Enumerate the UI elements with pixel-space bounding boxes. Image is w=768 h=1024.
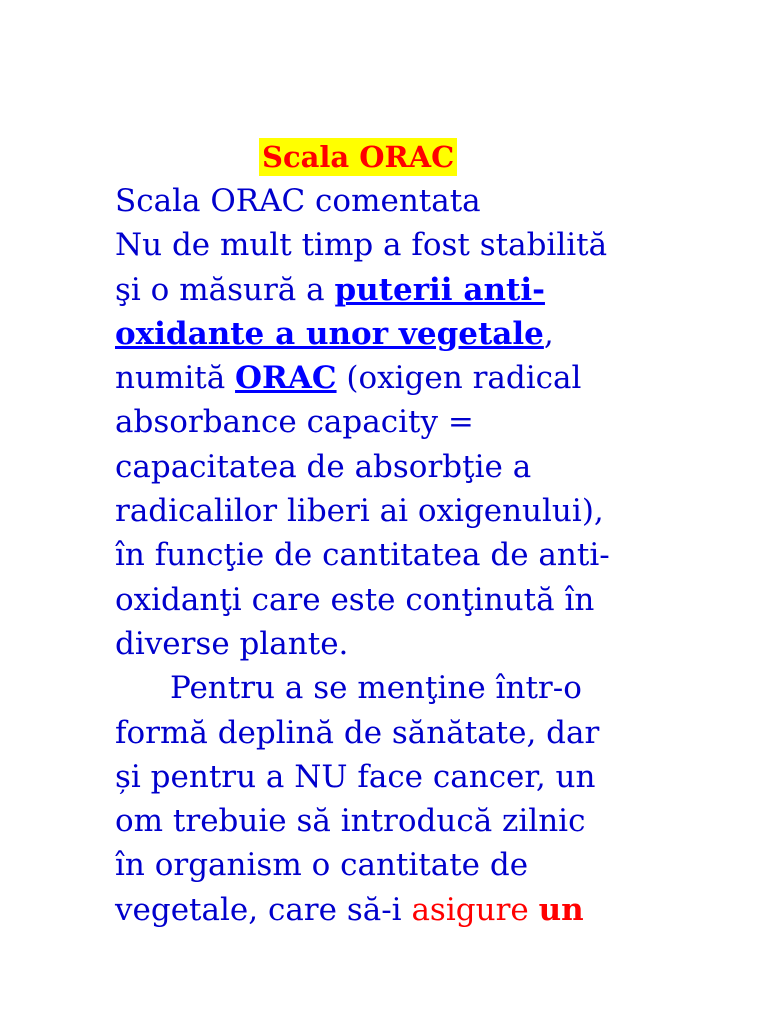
text-line: oxidanţi care este conţinută în bbox=[115, 581, 595, 618]
text-line: și pentru a NU face cancer, un bbox=[115, 758, 596, 795]
text-line bbox=[115, 666, 755, 710]
text-line: Nu de mult timp a fost stabilită bbox=[115, 227, 608, 264]
text-span bbox=[529, 892, 539, 928]
text-line: diverse plante. bbox=[115, 625, 349, 662]
text-line: formă deplină de sănătate, dar bbox=[115, 714, 600, 751]
highlighted-word: asigure bbox=[411, 891, 529, 928]
puterii-antioxidante-link[interactable]: puterii anti- bbox=[334, 271, 545, 308]
text-line bbox=[115, 888, 755, 932]
text-line: om trebuie să introducă zilnic bbox=[115, 803, 586, 840]
text-line: radicalilor liberi ai oxigenului), bbox=[115, 493, 604, 530]
text-line bbox=[115, 356, 755, 400]
document-body bbox=[115, 179, 755, 932]
text-line: Scala ORAC comentata bbox=[115, 183, 481, 219]
document-title: Scala ORAC bbox=[259, 138, 457, 176]
text-span: Pentru a se menţine într-o bbox=[170, 670, 582, 707]
puterii-antioxidante-link-continued[interactable]: oxidante a unor vegetale bbox=[115, 315, 544, 352]
text-line: capacitatea de absorbţie a bbox=[115, 448, 532, 485]
highlighted-bold-word: un bbox=[538, 891, 584, 928]
text-span: numită bbox=[115, 360, 236, 397]
text-line: în funcţie de cantitatea de anti- bbox=[115, 537, 610, 574]
text-span: vegetale, care să-i bbox=[115, 891, 412, 928]
text-span: şi o măsură a bbox=[115, 271, 335, 308]
orac-link[interactable]: ORAC bbox=[235, 360, 337, 397]
text-line: absorbance capacity = bbox=[115, 404, 474, 441]
text-line: în organism o cantitate de bbox=[115, 847, 529, 884]
text-span: (oxigen radical bbox=[336, 360, 582, 397]
text-line bbox=[115, 312, 755, 356]
text-line bbox=[115, 268, 755, 312]
text-span: , bbox=[543, 315, 554, 352]
